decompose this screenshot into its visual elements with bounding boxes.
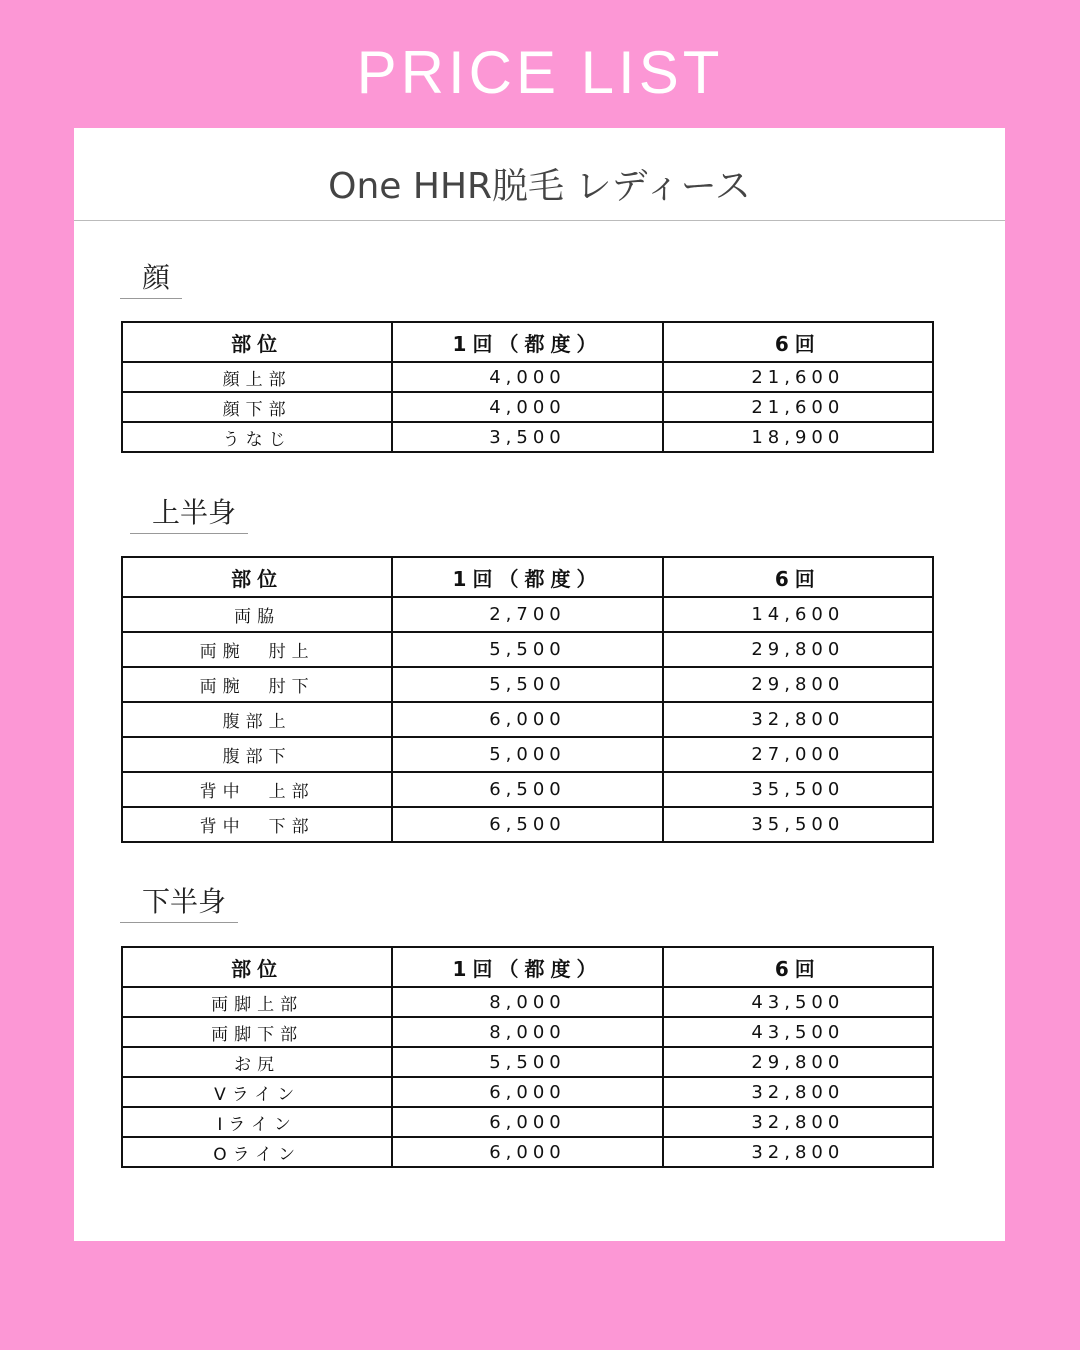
column-header: 部位 [122, 322, 392, 362]
single-price-cell: 5,500 [392, 632, 662, 667]
price-table-face [121, 321, 934, 453]
table-row [122, 1137, 933, 1167]
six-times-price-cell: 29,800 [663, 1047, 933, 1077]
area-cell: 顔上部 [122, 362, 392, 392]
area-cell: 腹部下 [122, 737, 392, 772]
column-header: 部位 [122, 557, 392, 597]
table-row [122, 1047, 933, 1077]
price-card [74, 128, 1005, 1241]
single-price-cell: 5,000 [392, 737, 662, 772]
table-row [122, 1017, 933, 1047]
area-cell: 腹部上 [122, 702, 392, 737]
area-cell: 両脚上部 [122, 987, 392, 1017]
six-times-price-cell: 32,800 [663, 1107, 933, 1137]
area-cell: 背中 上部 [122, 772, 392, 807]
column-header: 6回 [663, 947, 933, 987]
table-row [122, 632, 933, 667]
column-header: 1回（都度） [392, 557, 662, 597]
area-cell: 両腕 肘上 [122, 632, 392, 667]
single-price-cell: 6,500 [392, 772, 662, 807]
six-times-price-cell: 21,600 [663, 362, 933, 392]
area-cell: うなじ [122, 422, 392, 452]
single-price-cell: 2,700 [392, 597, 662, 632]
table-row [122, 667, 933, 702]
single-price-cell: 8,000 [392, 1017, 662, 1047]
table-header-row [122, 947, 933, 987]
area-cell: お尻 [122, 1047, 392, 1077]
six-times-price-cell: 35,500 [663, 772, 933, 807]
table-row [122, 772, 933, 807]
table-header-row [122, 557, 933, 597]
single-price-cell: 6,000 [392, 1137, 662, 1167]
area-cell: Vライン [122, 1077, 392, 1107]
six-times-price-cell: 27,000 [663, 737, 933, 772]
column-header: 部位 [122, 947, 392, 987]
single-price-cell: 6,000 [392, 702, 662, 737]
table-row [122, 1107, 933, 1137]
single-price-cell: 6,000 [392, 1077, 662, 1107]
area-cell: 両脇 [122, 597, 392, 632]
six-times-price-cell: 18,900 [663, 422, 933, 452]
column-header: 1回（都度） [392, 322, 662, 362]
single-price-cell: 6,500 [392, 807, 662, 842]
single-price-cell: 8,000 [392, 987, 662, 1017]
single-price-cell: 3,500 [392, 422, 662, 452]
six-times-price-cell: 29,800 [663, 632, 933, 667]
table-row [122, 362, 933, 392]
single-price-cell: 4,000 [392, 362, 662, 392]
area-cell: Iライン [122, 1107, 392, 1137]
six-times-price-cell: 43,500 [663, 1017, 933, 1047]
area-cell: 背中 下部 [122, 807, 392, 842]
single-price-cell: 6,000 [392, 1107, 662, 1137]
price-table-upper-body [121, 556, 934, 843]
table-row [122, 987, 933, 1017]
column-header: 1回（都度） [392, 947, 662, 987]
column-header: 6回 [663, 557, 933, 597]
six-times-price-cell: 43,500 [663, 987, 933, 1017]
single-price-cell: 5,500 [392, 1047, 662, 1077]
table-header-row [122, 322, 933, 362]
table-row [122, 1077, 933, 1107]
single-price-cell: 4,000 [392, 392, 662, 422]
column-header: 6回 [663, 322, 933, 362]
area-cell: 両脚下部 [122, 1017, 392, 1047]
six-times-price-cell: 29,800 [663, 667, 933, 702]
single-price-cell: 5,500 [392, 667, 662, 702]
table-row [122, 597, 933, 632]
six-times-price-cell: 32,800 [663, 1137, 933, 1167]
table-row [122, 422, 933, 452]
six-times-price-cell: 32,800 [663, 702, 933, 737]
area-cell: 両腕 肘下 [122, 667, 392, 702]
section-label-face: 顔 [120, 256, 182, 299]
area-cell: 顔下部 [122, 392, 392, 422]
six-times-price-cell: 35,500 [663, 807, 933, 842]
card-title: One HHR脱毛 レディース [74, 128, 1005, 221]
table-row [122, 392, 933, 422]
six-times-price-cell: 14,600 [663, 597, 933, 632]
section-label-lower-body: 下半身 [120, 880, 238, 923]
table-row [122, 807, 933, 842]
section-label-upper-body: 上半身 [130, 491, 248, 534]
six-times-price-cell: 21,600 [663, 392, 933, 422]
table-row [122, 737, 933, 772]
six-times-price-cell: 32,800 [663, 1077, 933, 1107]
table-row [122, 702, 933, 737]
area-cell: Oライン [122, 1137, 392, 1167]
price-table-lower-body [121, 946, 934, 1168]
page-title: PRICE LIST [356, 39, 724, 106]
